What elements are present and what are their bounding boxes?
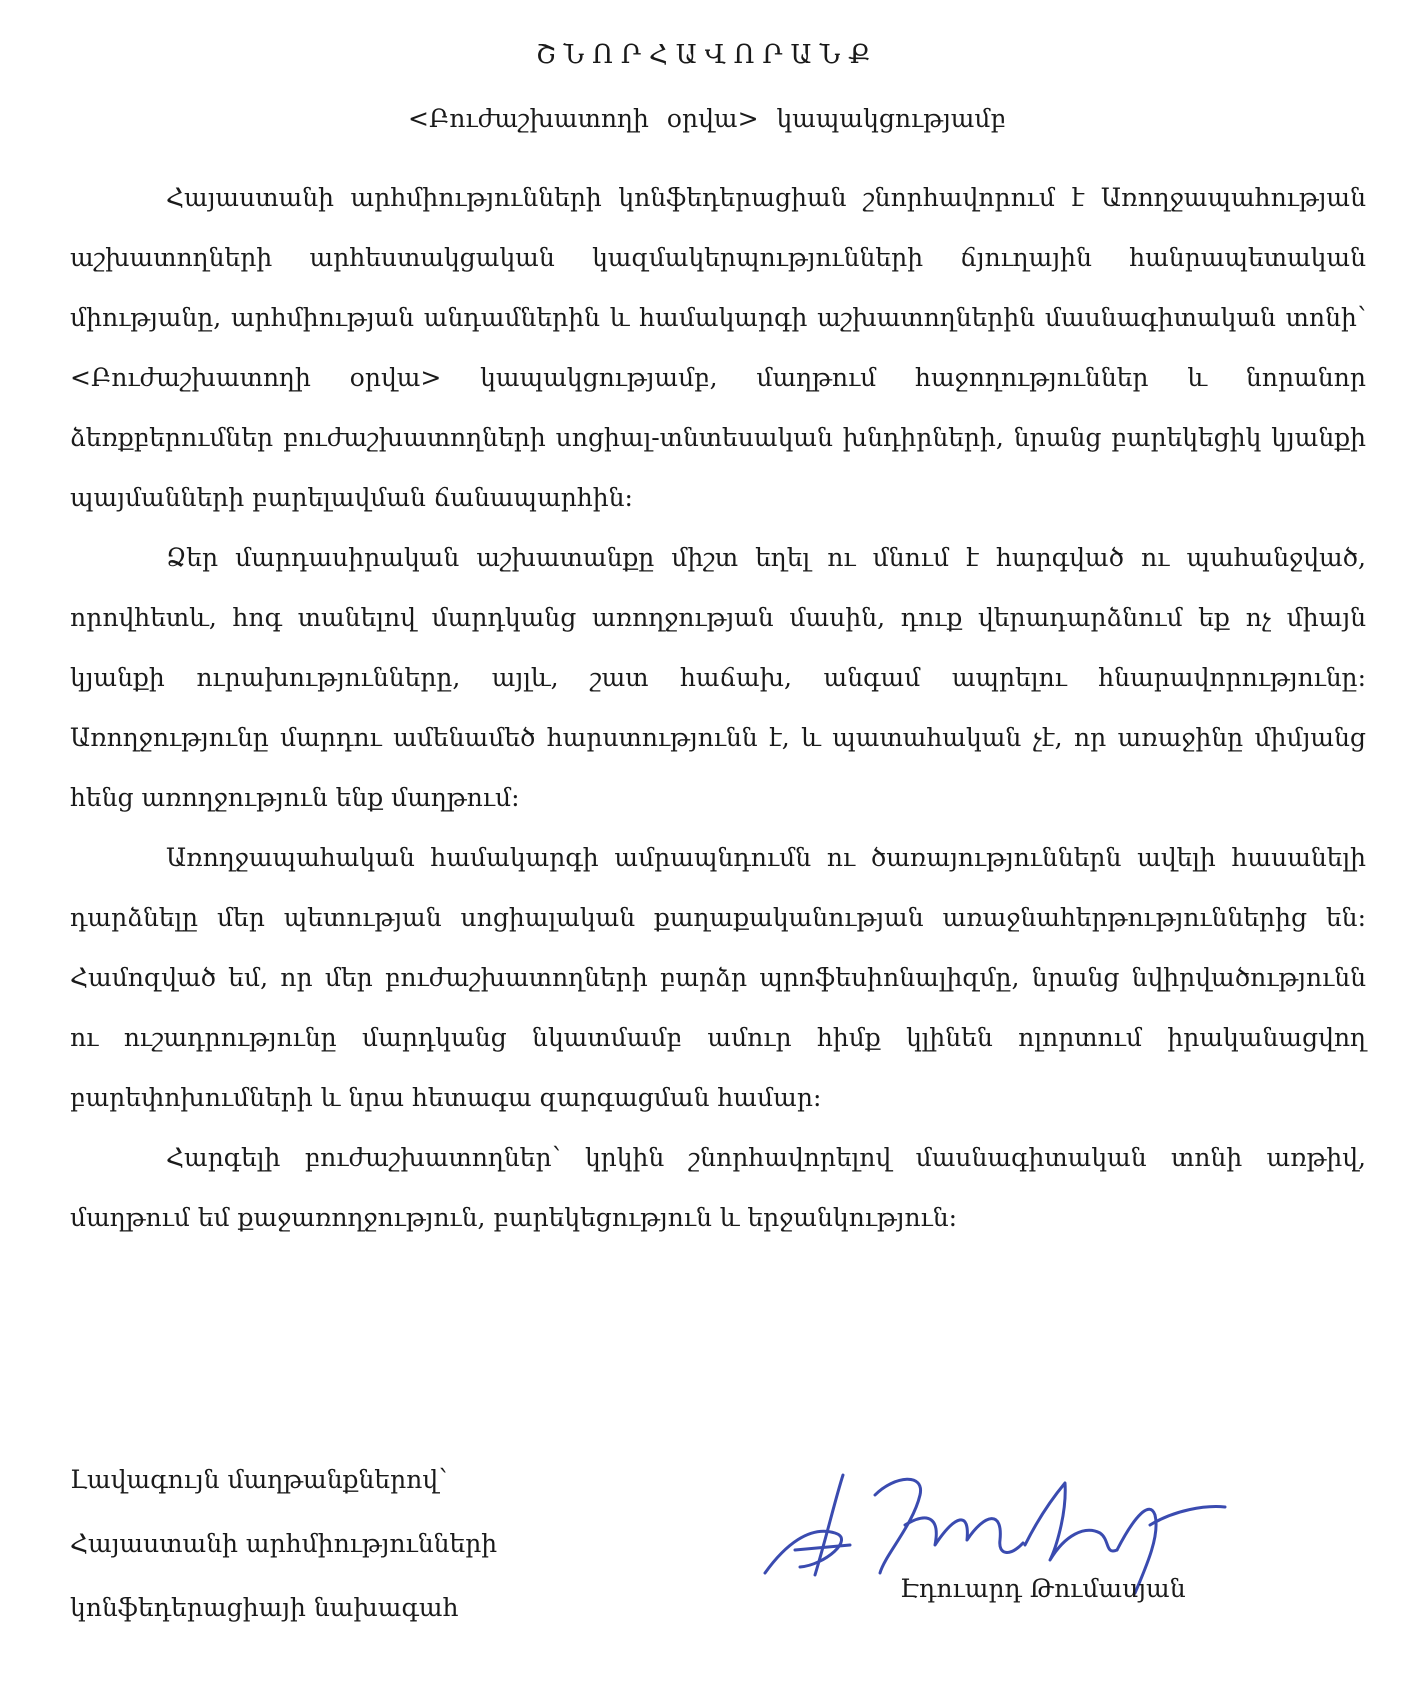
signer-name: Էդուարդ Թումասյան <box>900 1574 1186 1603</box>
paragraph-2: Ձեր մարդասիրական աշխատանքը միշտ եղել ու մնում է հարգված ու պահանջված, որովհետև, հոգ տանելով մարդկանց առողջության մասին, դուք վերադարձնում եք ոչ միայն կյանքի ուրախությունները, այլև, շատ հաճախ, անգամ ապրելու հնարավորությունը: Առողջությունը մարդու ամենամեծ հարստությունն է, և պատահական չէ, որ առաջինը միմյանց հենց առողջություն ենք մաղթում: <box>70 543 1366 812</box>
paragraph-3: Առողջապահական համակարգի ամրապնդումն ու ծառայություններն ավելի հասանելի դարձնելը մեր պետության սոցիալական քաղաքականության առաջնահերթություններից են: Համոզված եմ, որ մեր բուժաշխատողների բարձր պրոֆեսիոնալիզմը, նրանց նվիրվածությունն ու ուշադրությունը մարդկանց նկատմամբ ամուր հիմք կլինեն ոլորտում իրականացվող բարեփոխումների և նրա հետագա զարգացման համար: <box>70 843 1366 1112</box>
paragraph-1: Հայաստանի արհմիությունների կոնֆեդերացիան շնորհավորում է Առողջապահության աշխատողների արհեստակցական կազմակերպությունների ճյուղային հանրապետական միությանը, արհմիության անդամներին և համակարգի աշխատողներին մասնագիտական տոնի՝ <Բուժաշխատողի օրվա> կապակցությամբ, մաղթում հաջողություններ և նորանոր ձեռքբերումներ բուժաշխատողների սոցիալ-տնտեսական խնդիրների, նրանց բարեկեցիկ կյանքի պայմանների բարելավման ճանապարհին: <box>70 183 1366 512</box>
letter-body <box>70 168 1366 1248</box>
letter-subtitle: <Բուժաշխատողի օրվա> կապակցությամբ <box>408 104 1006 133</box>
paragraph-4: Հարգելի բուժաշխատողներ՝ կրկին շնորհավորելով մասնագիտական տոնի առթիվ, մաղթում եմ քաջառողջություն, բարեկեցություն և երջանկություն: <box>70 1143 1366 1232</box>
closing-line-1: Լավագույն մաղթանքներով՝ <box>70 1465 448 1494</box>
closing-line-2: Հայաստանի արհմիությունների <box>70 1529 498 1558</box>
closing-block <box>70 1448 497 1640</box>
letter-title: ՇՆՈՐՀԱՎՈՐԱՆՔ <box>535 40 879 70</box>
closing-line-3: կոնֆեդերացիայի նախագահ <box>70 1593 459 1622</box>
